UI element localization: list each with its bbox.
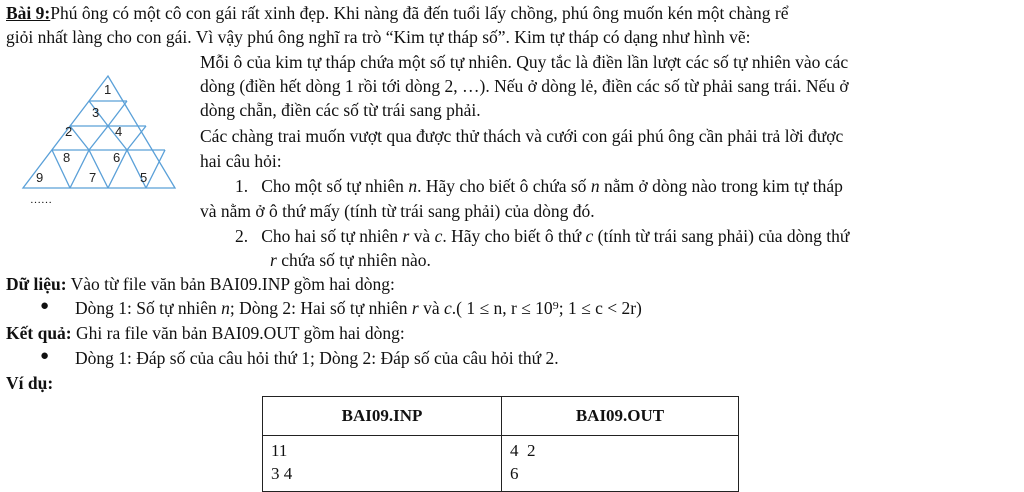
inp-line-1: 11: [271, 441, 288, 460]
intro-line-2: giỏi nhất làng cho con gái. Vì vậy phú ông nghĩ ra trò “Kim tự tháp số”. Kim tự tháp có dạng như hình vẽ:: [6, 27, 751, 47]
question-2-text-b: và: [409, 226, 435, 246]
example-label: Ví dụ:: [6, 373, 54, 393]
out-line-2: 6: [510, 464, 519, 483]
input-bullet: [75, 297, 642, 319]
pyramid-cell: 1: [104, 82, 112, 97]
question-1-number: 1.: [235, 176, 249, 196]
pyramid-cell: 3: [92, 105, 100, 120]
question-1-line-2: và nằm ở ô thứ mấy (tính từ trái sang phải) của dòng đó.: [200, 201, 595, 221]
pyramid-cell: 6: [113, 150, 121, 165]
var-r: r: [270, 250, 277, 270]
question-2-text-e: chứa số tự nhiên nào.: [276, 250, 431, 270]
input-bullet-text-c: và: [418, 298, 444, 318]
inp-line-2: 3 4: [271, 464, 293, 483]
question-2-number: 2.: [235, 226, 249, 246]
var-c: c: [434, 226, 443, 246]
output-section: [6, 322, 405, 344]
input-section: [6, 273, 395, 295]
bullet-icon: ●: [40, 298, 50, 314]
rules-line-4: Các chàng trai muốn vượt qua được thử thách và cưới con gái phú ông cần phải trả lời được: [200, 126, 844, 146]
bullet-icon: ●: [40, 348, 50, 364]
pyramid-cell: 5: [140, 170, 148, 185]
output-label: Kết quả:: [6, 323, 72, 343]
question-2: [235, 225, 849, 247]
question-1: [235, 175, 843, 197]
question-1-text-c: nằm ở dòng nào trong kim tự tháp: [599, 176, 843, 196]
intro-line-1: [6, 2, 789, 24]
pyramid-cell: 9: [36, 170, 44, 185]
input-text: Vào từ file văn bản BAI09.INP gồm hai dòng:: [66, 274, 395, 294]
table-cell-inp: [263, 436, 502, 492]
intro-text-1: Phú ông có một cô con gái rất xinh đẹp. Khi nàng đã đến tuổi lấy chồng, phú ông muốn kén một chàng rể: [50, 3, 789, 23]
var-n: n: [221, 298, 230, 318]
var-c: c: [443, 298, 452, 318]
input-bullet-text-b: ; Dòng 2: Hai số tự nhiên: [229, 298, 412, 318]
pyramid-ellipsis: ……: [30, 194, 52, 206]
table-row: [263, 436, 739, 492]
rules-line-1: Mỗi ô của kim tự tháp chứa một số tự nhiên. Quy tắc là điền lần lượt các số tự nhiên vào các: [200, 52, 849, 72]
table-header-inp: BAI09.INP: [263, 397, 502, 436]
input-constraint: .( 1 ≤ n, r ≤ 10⁹; 1 ≤ c < 2r): [451, 298, 642, 318]
table-header-row: [263, 397, 739, 436]
input-bullet-text-a: Dòng 1: Số tự nhiên: [75, 298, 222, 318]
rules-line-3: dòng chẵn, điền các số từ trái sang phải.: [200, 100, 481, 120]
input-label: Dữ liệu:: [6, 274, 67, 294]
example-table: [262, 396, 739, 492]
var-r: r: [411, 298, 419, 318]
output-text: Ghi ra file văn bản BAI09.OUT gồm hai dòng:: [71, 323, 405, 343]
var-n: n: [408, 176, 418, 196]
pyramid-cell: 2: [65, 124, 73, 139]
question-1-text-a: Cho một số tự nhiên: [261, 176, 409, 196]
output-bullet: Dòng 1: Đáp số của câu hỏi thứ 1; Dòng 2: Đáp số của câu hỏi thứ 2.: [75, 348, 559, 368]
rules-line-2: dòng (điền hết dòng 1 rồi tới dòng 2, …). Nếu ở dòng lẻ, điền các số từ phải sang trái. Nếu ở: [200, 76, 849, 96]
problem-label: Bài 9:: [6, 3, 51, 23]
pyramid-cell: 4: [115, 124, 123, 139]
table-cell-out: [502, 436, 739, 492]
var-c: c: [585, 226, 594, 246]
var-r: r: [402, 226, 410, 246]
question-2-text-a: Cho hai số tự nhiên: [261, 226, 403, 246]
question-2-line-2: [270, 249, 431, 271]
question-2-text-c: . Hãy cho biết ô thứ: [442, 226, 586, 246]
pyramid-figure: [18, 72, 178, 192]
var-n: n: [590, 176, 600, 196]
rules-line-5: hai câu hỏi:: [200, 151, 282, 171]
out-line-1: 4 2: [510, 441, 536, 460]
question-1-text-b: . Hãy cho biết ô chứa số: [417, 176, 591, 196]
question-2-text-d: (tính từ trái sang phải) của dòng thứ: [593, 226, 850, 246]
pyramid-cell: 8: [63, 150, 71, 165]
table-header-out: BAI09.OUT: [502, 397, 739, 436]
pyramid-cell: 7: [89, 170, 97, 185]
